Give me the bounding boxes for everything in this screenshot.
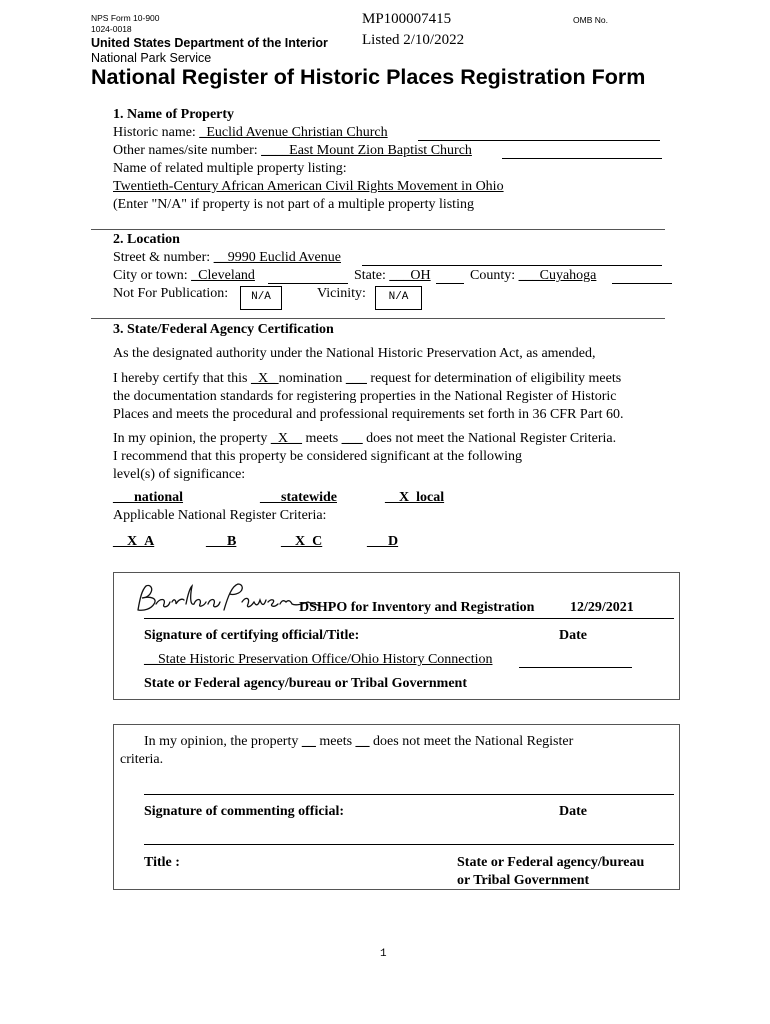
commenting-not-blank[interactable]: __ — [355, 734, 370, 749]
section-divider — [91, 318, 665, 319]
city-underline — [268, 283, 348, 284]
form-code: 1024-0018 — [91, 24, 132, 34]
county-value: ___Cuyahoga — [518, 268, 597, 283]
city-value: _Cleveland — [191, 268, 255, 283]
related-listing-value: Twentieth-Century African American Civil Rights Movement in Ohio — [113, 179, 504, 194]
recommend-line2: level(s) of significance: — [113, 467, 246, 482]
opinion-line1 — [113, 431, 616, 447]
historic-name-value: _Euclid Avenue Christian Church — [199, 125, 388, 140]
other-names-underline — [502, 158, 662, 159]
certifying-date-value: 12/29/2021 — [570, 600, 634, 615]
historic-name-row — [113, 125, 388, 141]
certifying-signature-label: Signature of certifying official/Title: — [144, 628, 360, 643]
commenting-title-line — [144, 844, 674, 845]
commenting-agency-label-1: State or Federal agency/bureau — [457, 855, 645, 870]
county-row — [470, 268, 596, 284]
certifying-title-value: DSHPO for Inventory and Registration — [299, 600, 535, 615]
commenting-opinion-text-c: does not meet the National Register — [369, 734, 574, 749]
certify-line1 — [113, 371, 621, 387]
other-names-value: ____East Mount Zion Baptist Church — [261, 143, 472, 158]
level-local[interactable]: __X_local — [385, 490, 445, 505]
publication-field[interactable]: N/A — [240, 286, 282, 310]
page-number: 1 — [380, 948, 387, 960]
nomination-mark: _X_ — [251, 371, 279, 386]
commenting-official-box — [113, 724, 680, 890]
vicinity-field[interactable]: N/A — [375, 286, 422, 310]
street-row — [113, 250, 341, 266]
certifying-date-label: Date — [559, 628, 587, 643]
na-note: (Enter "N/A" if property is not part of a multiple property listing — [113, 197, 474, 212]
commenting-opinion-text-a: In my opinion, the property — [144, 734, 302, 749]
recommend-line1: I recommend that this property be considered significant at the following — [113, 449, 522, 464]
criteria-label: Applicable National Register Criteria: — [113, 508, 327, 523]
commenting-meets-blank[interactable]: __ — [301, 734, 316, 749]
department-name: United States Department of the Interior — [91, 36, 328, 50]
street-value: __9990 Euclid Avenue — [213, 250, 341, 265]
state-label: State: — [354, 268, 390, 283]
county-label: County: — [470, 268, 519, 283]
criteria-b[interactable]: ___B — [206, 534, 237, 549]
certify-line3: Places and meets the procedural and professional requirements set forth in 36 CFR Part 60. — [113, 407, 624, 422]
commenting-opinion-line2: criteria. — [120, 752, 164, 767]
request-mark: ___ — [345, 371, 367, 386]
state-underline — [436, 283, 464, 284]
level-national[interactable]: ___national — [113, 490, 184, 505]
vicinity-label: Vicinity: — [317, 286, 366, 301]
certifying-agency-underline — [519, 667, 632, 668]
section2-heading: 2. Location — [113, 232, 180, 247]
commenting-agency-label-2: or Tribal Government — [457, 873, 590, 888]
state-value: ___OH — [389, 268, 431, 283]
other-names-label: Other names/site number: — [113, 143, 262, 158]
commenting-date-label: Date — [559, 804, 587, 819]
certify-text-b: nomination — [278, 371, 346, 386]
commenting-title-label: Title : — [144, 855, 180, 870]
criteria-a[interactable]: __X_A — [113, 534, 155, 549]
opinion-text-c: does not meet the National Register Criteria. — [362, 431, 617, 446]
listed-date: Listed 2/10/2022 — [362, 32, 465, 48]
certifying-agency-value: __State Historic Preservation Office/Ohio History Connection — [144, 652, 493, 667]
certifying-agency-label: State or Federal agency/bureau or Tribal Government — [144, 676, 468, 691]
opinion-meets-mark: _X__ — [270, 431, 302, 446]
street-label: Street & number: — [113, 250, 214, 265]
commenting-opinion-line1 — [144, 734, 573, 750]
section1-heading: 1. Name of Property — [113, 107, 235, 122]
certifying-official-box — [113, 572, 680, 700]
opinion-not-mark: ___ — [341, 431, 363, 446]
reference-number: MP100007415 — [362, 11, 452, 27]
omb-label: OMB No. — [573, 15, 608, 25]
city-label: City or town: — [113, 268, 192, 283]
signature-image — [132, 580, 322, 618]
service-name: National Park Service — [91, 51, 212, 65]
opinion-text-a: In my opinion, the property — [113, 431, 271, 446]
commenting-signature-label: Signature of commenting official: — [144, 804, 344, 819]
commenting-opinion-text-b: meets — [315, 734, 356, 749]
certify-line2: the documentation standards for registering properties in the National Register of Historic — [113, 389, 617, 404]
publication-label: Not For Publication: — [113, 286, 229, 301]
section-divider — [91, 229, 665, 230]
certify-text-a: I hereby certify that this — [113, 371, 252, 386]
related-listing-label: Name of related multiple property listing: — [113, 161, 347, 176]
authority-text: As the designated authority under the National Historic Preservation Act, as amended, — [113, 346, 596, 361]
city-row — [113, 268, 255, 284]
street-underline — [362, 265, 662, 266]
criteria-d[interactable]: ___D — [367, 534, 399, 549]
form-number: NPS Form 10-900 — [91, 13, 160, 23]
other-names-row — [113, 143, 472, 159]
opinion-text-b: meets — [302, 431, 342, 446]
section3-heading: 3. State/Federal Agency Certification — [113, 322, 334, 337]
commenting-signature-line — [144, 794, 674, 795]
county-underline — [612, 283, 672, 284]
level-statewide[interactable]: ___statewide — [260, 490, 337, 505]
state-row — [354, 268, 431, 284]
historic-name-label: Historic name: — [113, 125, 200, 140]
certifying-signature-line — [144, 618, 674, 619]
historic-name-underline — [418, 140, 660, 141]
criteria-c[interactable]: __X_C — [281, 534, 323, 549]
page-title: National Register of Historic Places Registration Form — [91, 65, 646, 89]
certify-text-c: request for determination of eligibility meets — [366, 371, 622, 386]
